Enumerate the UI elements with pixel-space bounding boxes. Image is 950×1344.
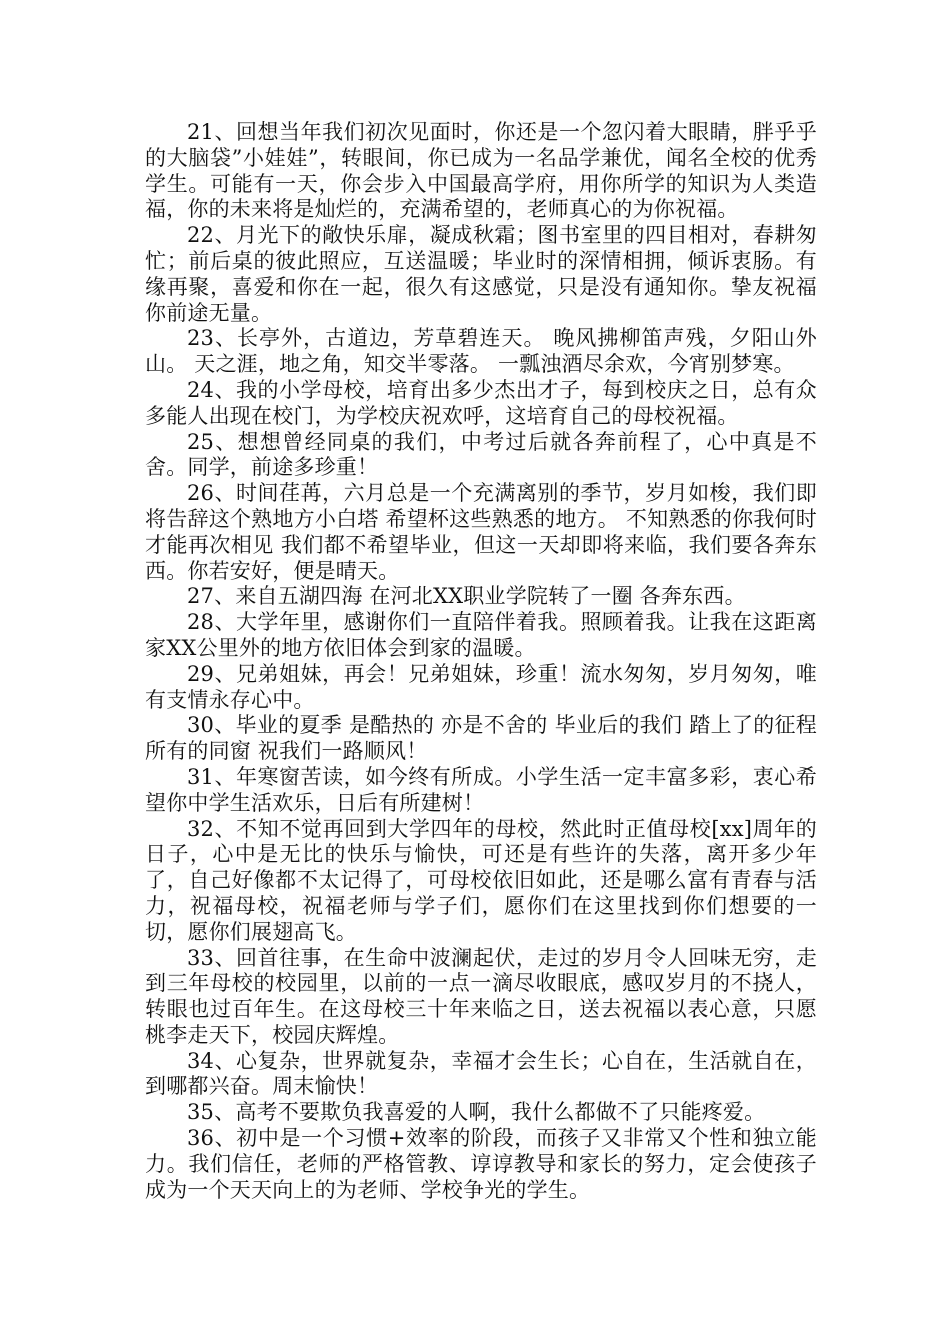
paragraph-36: 36、初中是一个习惯+效率的阶段，而孩子又非常又个性和独立能力。我们信任，老师的严格管教、谆谆教导和家长的努力，定会使孩子成为一个天天向上的为老师、学校争光的学生。 — [145, 1126, 817, 1202]
document-body — [145, 120, 817, 1203]
paragraph-31: 31、年寒窗苦读，如今终有所成。小学生活一定丰富多彩，衷心希望你中学生活欢乐，日后有所建树！ — [145, 764, 817, 815]
paragraph-27: 27、来自五湖四海 在河北XX职业学院转了一圈 各奔东西。 — [187, 584, 746, 609]
paragraph-29: 29、兄弟姐妹，再会！兄弟姐妹，珍重！流水匆匆，岁月匆匆，唯有支情永存心中。 — [145, 661, 817, 712]
paragraph-23: 23、长亭外，古道边，芳草碧连天。 晚风拂柳笛声残，夕阳山外山。 天之涯，地之角，知交半零落。 一瓢浊酒尽余欢，今宵别梦寒。 — [145, 326, 817, 377]
paragraph-26: 26、时间荏苒，六月总是一个充满离别的季节，岁月如梭，我们即将告辞这个熟地方小白塔 希望杯这些熟悉的地方。 不知熟悉的你我何时才能再次相见 我们都不希望毕业，但这一天却即将来临，我们要各奔东西。你若安好，便是晴天。 — [145, 481, 817, 583]
paragraph-30: 30、毕业的夏季 是酷热的 亦是不舍的 毕业后的我们 踏上了的征程 所有的同窗 祝我们一路顺风！ — [145, 713, 817, 764]
paragraph-32: 32、不知不觉再回到大学四年的母校，然此时正值母校[xx]周年的日子，心中是无比的快乐与愉快，可还是有些许的失落，离开多少年了，自己好像都不太记得了，可母校依旧如此，还是哪么富有青春与活力，祝福母校，祝福老师与学子们，愿你们在这里找到你们想要的一切，愿你们展翅高飞。 — [145, 816, 817, 944]
paragraph-35: 35、高考不要欺负我喜爱的人啊，我什么都做不了只能疼爱。 — [187, 1100, 766, 1125]
paragraph-24: 24、我的小学母校，培育出多少杰出才子，每到校庆之日，总有众多能人出现在校门，为学校庆祝欢呼，这培育自己的母校祝福。 — [145, 377, 817, 428]
paragraph-28: 28、大学年里，感谢你们一直陪伴着我。照顾着我。让我在这距离家XX公里外的地方依旧体会到家的温暖。 — [145, 610, 817, 660]
paragraph-22: 22、月光下的敞快乐扉，凝成秋霜；图书室里的四目相对，春耕匆忙；前后桌的彼此照应，互送温暖；毕业时的深情相拥，倾诉衷肠。有缘再聚，喜爱和你在一起，很久有这感觉，只是没有通知你。挚友祝福你前途无量。 — [145, 223, 817, 325]
paragraph-25: 25、想想曾经同桌的我们，中考过后就各奔前程了，心中真是不舍。同学，前途多珍重！ — [145, 429, 817, 480]
paragraph-21: 21、回想当年我们初次见面时，你还是一个忽闪着大眼睛，胖乎乎的大脑袋”小娃娃”，转眼间，你已成为一名品学兼优，闻名全校的优秀学生。可能有一天，你会步入中国最高学府，用你所学的知识为人类造福，你的未来将是灿烂的，充满希望的，老师真心的为你祝福。 — [145, 120, 817, 222]
paragraph-34: 34、心复杂，世界就复杂，幸福才会生长；心自在，生活就自在，到哪都兴奋。周末愉快！ — [145, 1048, 817, 1099]
paragraph-33: 33、回首往事，在生命中波澜起伏，走过的岁月令人回味无穷，走到三年母校的校园里，以前的一点一滴尽收眼底，感叹岁月的不挠人，转眼也过百年生。在这母校三十年来临之日，送去祝福以表心意，只愿桃李走天下，校园庆辉煌。 — [145, 945, 817, 1047]
